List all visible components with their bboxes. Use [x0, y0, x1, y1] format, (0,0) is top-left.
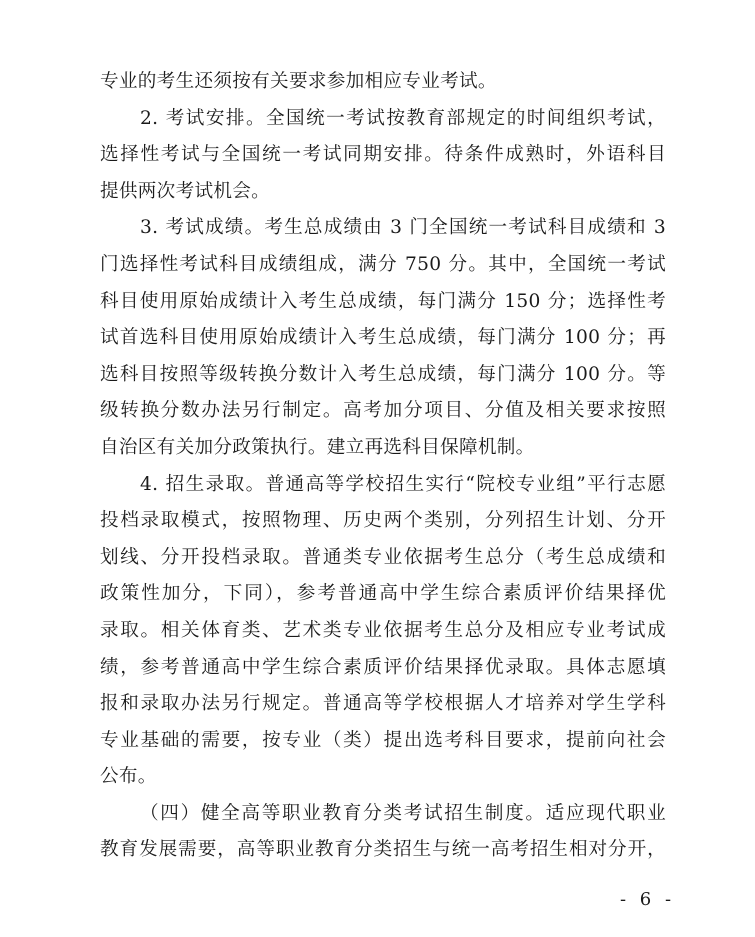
document-body — [100, 64, 666, 869]
text-line-20: 公布。 — [100, 766, 157, 788]
text-line-17: 绩，参考普通高中学生综合素质评价结果择优录取。具体志愿填 — [100, 656, 666, 678]
text-line-12: 4. 招生录取。普通高等学校招生实行“院校专业组”平行志愿 — [140, 473, 666, 495]
text-line-6: 门选择性考试科目成绩组成，满分 750 分。其中，全国统一考试 — [100, 253, 666, 275]
text-line-4: 提供两次考试机会。 — [100, 180, 271, 202]
text-line-2: 2. 考试安排。全国统一考试按教育部规定的时间组织考试， — [140, 107, 666, 129]
text-line-10: 级转换分数办法另行制定。高考加分项目、分值及相关要求按照 — [100, 400, 666, 422]
page-number: - 6 - — [620, 889, 676, 910]
text-line-5: 3. 考试成绩。考生总成绩由 3 门全国统一考试科目成绩和 3 — [140, 217, 666, 239]
text-line-19: 专业基础的需要，按专业（类）提出选考科目要求，提前向社会 — [100, 729, 666, 751]
text-line-1: 专业的考生还须按有关要求参加相应专业考试。 — [100, 71, 497, 92]
text-line-22: 教育发展需要，高等职业教育分类招生与统一高考招生相对分开， — [100, 839, 666, 861]
text-line-7: 科目使用原始成绩计入考生总成绩，每门满分 150 分；选择性考 — [100, 290, 666, 312]
text-line-9: 选科目按照等级转换分数计入考生总成绩，每门满分 100 分。等 — [100, 363, 666, 385]
text-line-21: （四）健全高等职业教育分类考试招生制度。适应现代职业 — [140, 802, 666, 824]
text-line-18: 报和录取办法另行规定。普通高等学校根据人才培养对学生学科 — [100, 693, 666, 715]
text-line-13: 投档录取模式，按照物理、历史两个类别，分列招生计划、分开 — [100, 510, 666, 532]
text-line-14: 划线、分开投档录取。普通类专业依据考生总分（考生总成绩和 — [100, 546, 666, 568]
text-line-3: 选择性考试与全国统一考试同期安排。待条件成熟时，外语科目 — [100, 144, 666, 166]
text-line-11: 自治区有关加分政策执行。建立再选科目保障机制。 — [100, 436, 535, 458]
text-line-15: 政策性加分，下同），参考普通高中学生综合素质评价结果择优 — [100, 583, 666, 605]
text-line-8: 试首选科目使用原始成绩计入考生总成绩，每门满分 100 分；再 — [100, 327, 666, 349]
text-line-16: 录取。相关体育类、艺术类专业依据考生总分及相应专业考试成 — [100, 619, 666, 641]
